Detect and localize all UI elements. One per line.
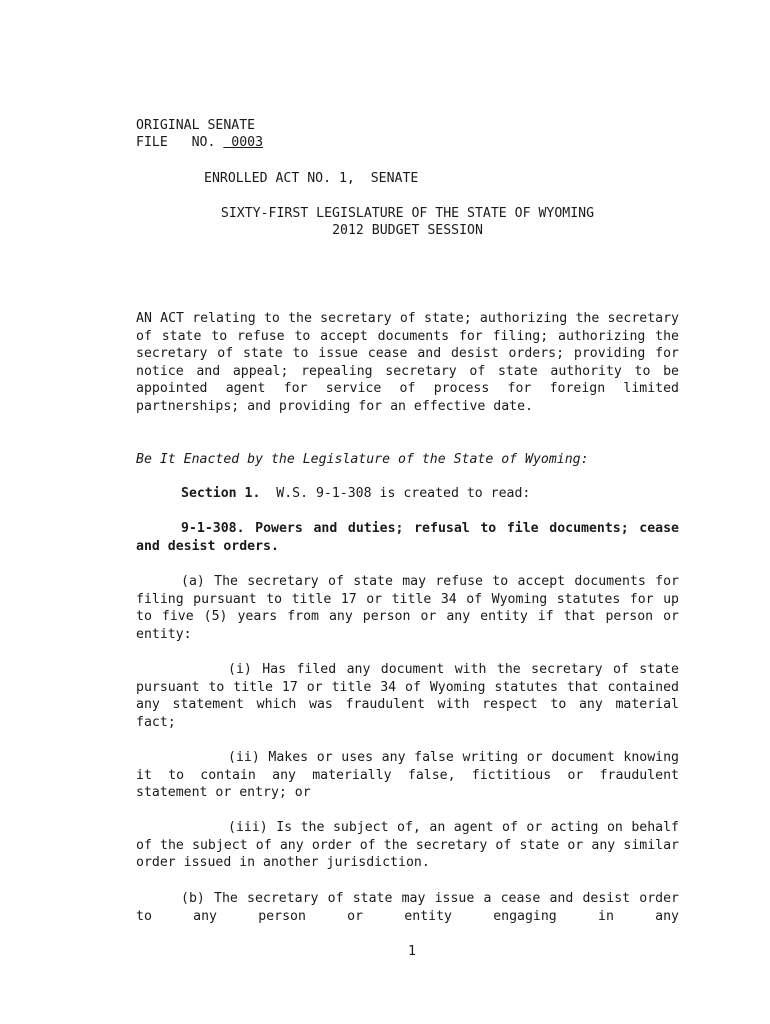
legislature-title: SIXTY-FIRST LEGISLATURE OF THE STATE OF WYOMING [220, 206, 595, 221]
act-title: AN ACT relating to the secretary of state; authorizing the secretary of state to refuse to accept documents for filing; authorizing the secretary of state to issue cease and desist orders; providing for notice and appeal; repealing secretary of state authority to be appointed agent for service of process for foreign limited partnerships; and providing for an effective date. [136, 311, 679, 414]
paragraph-i: (i) Has filed any document with the secretary of state pursuant to title 17 or title 34 of Wyoming statutes that contained any statement which was fraudulent with respect to any material fact; [136, 662, 679, 730]
paragraph-a: (a) The secretary of state may refuse to accept documents for filing pursuant to title 17 or title 34 of Wyoming statutes for up to five (5) years from any person or any entity if that person or entity: [136, 574, 679, 642]
section-heading: 9-1-308. Powers and duties; refusal to file documents; cease and desist orders. [136, 521, 679, 554]
original-senate-label: ORIGINAL SENATE [136, 118, 256, 133]
page-number: 1 [408, 944, 416, 959]
file-label: FILE NO. [136, 135, 224, 150]
file-number: 0003 [223, 135, 264, 150]
enacting-clause: Be It Enacted by the Legislature of the State of Wyoming: [136, 452, 589, 467]
section-1-line [181, 485, 530, 502]
file-number-line [136, 134, 263, 151]
section-1-label: Section 1. [181, 486, 261, 501]
paragraph-iii: (iii) Is the subject of, an agent of or acting on behalf of the subject of any order of the secretary of state or any similar order issued in another jurisdiction. [136, 820, 679, 870]
enrolled-act-label: ENROLLED ACT NO. 1, SENATE [204, 171, 419, 186]
section-1-text: W.S. 9-1-308 is created to read: [260, 486, 531, 501]
paragraph-ii: (ii) Makes or uses any false writing or document knowing it to contain any materially false, fictitious or fraudulent statement or entry; or [136, 750, 679, 800]
session-title: 2012 BUDGET SESSION [332, 223, 483, 238]
paragraph-b: (b) The secretary of state may issue a cease and desist order to any person or entity engaging in any [136, 891, 679, 924]
